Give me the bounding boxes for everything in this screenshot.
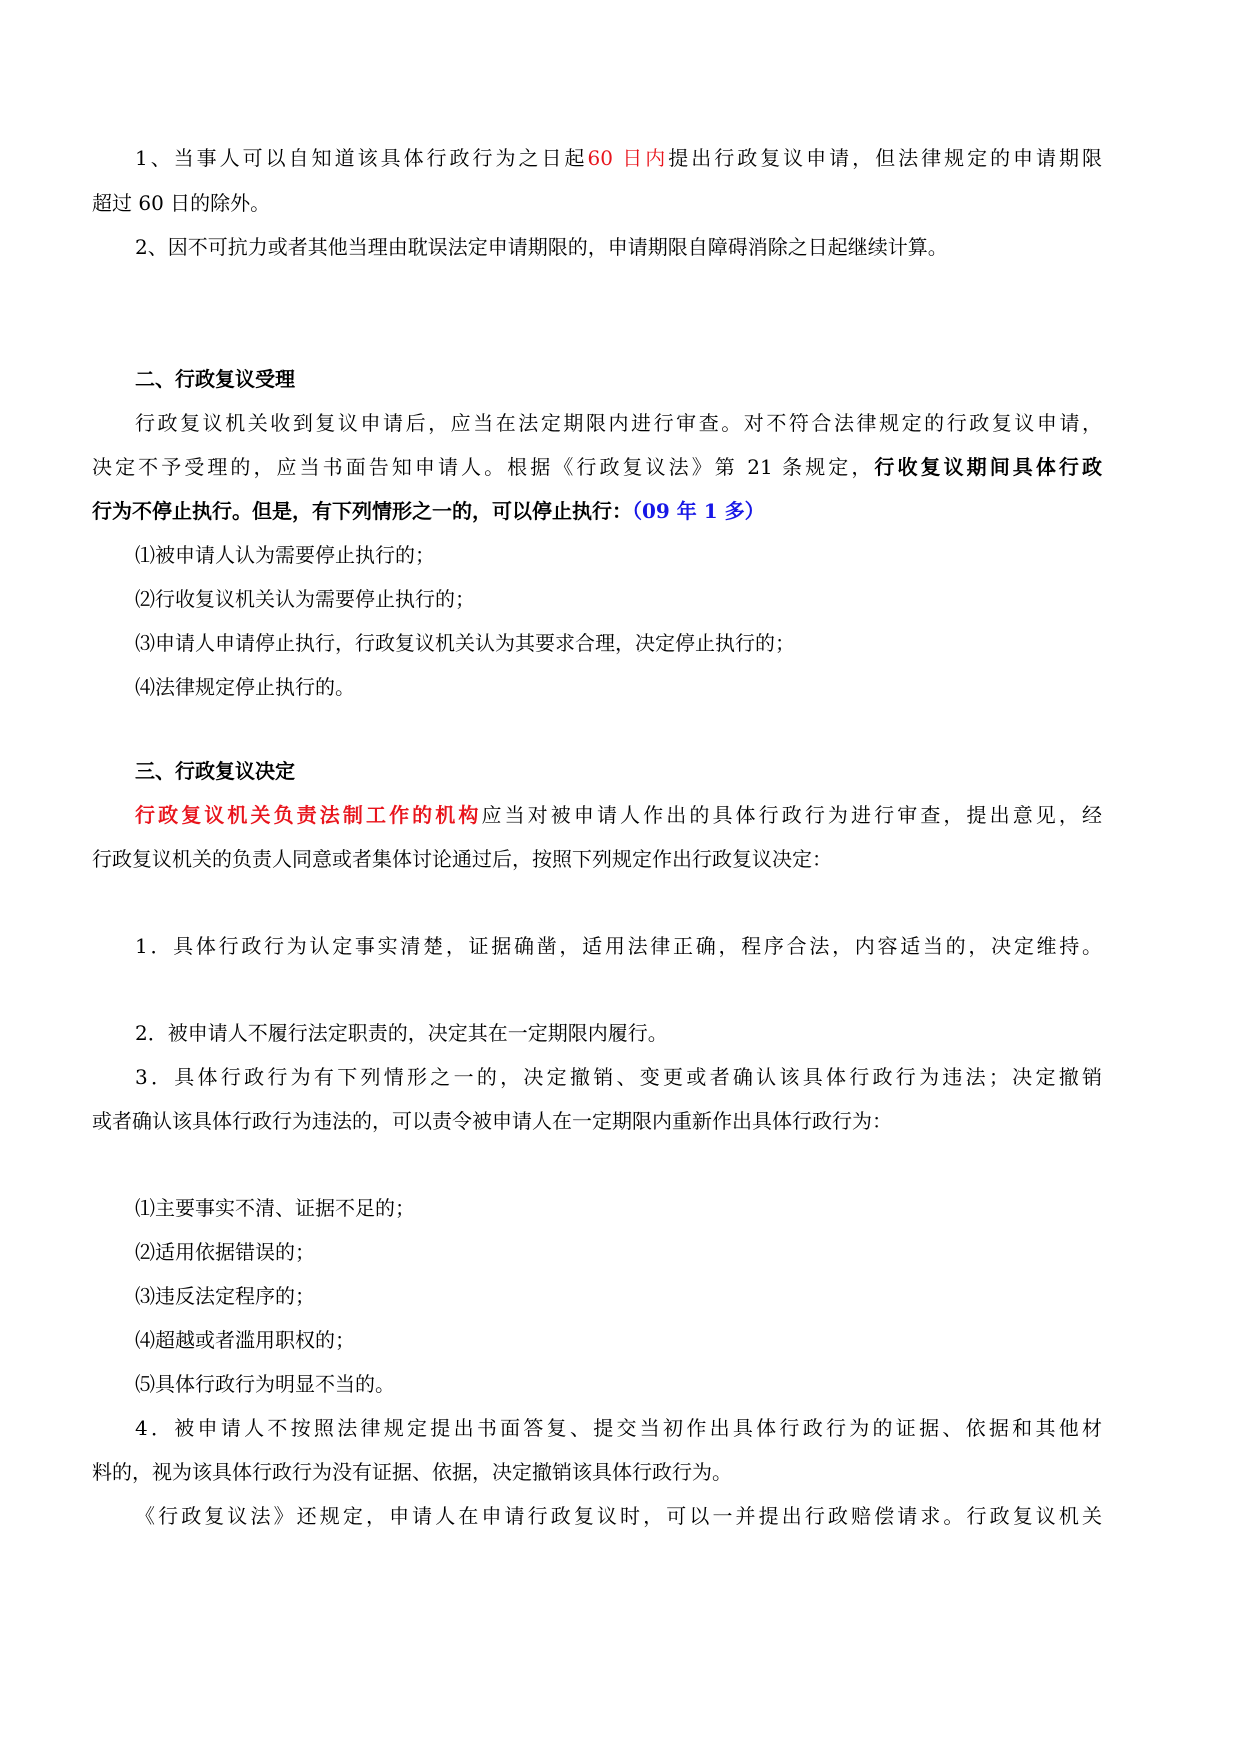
paragraph-line [92, 453, 1102, 481]
paragraph-line: 2．被申请人不履行法定职责的，决定其在一定期限内履行。 [135, 1021, 668, 1045]
paragraph-line: 4．被申请人不按照法律规定提出书面答复、提交当初作出具体行政行为的证据、依据和其他材 [135, 1416, 1102, 1440]
list-item: ⑷超越或者滥用职权的； [135, 1328, 355, 1352]
text-span: 决定不予受理的，应当书面告知申请人。根据《行政复议法》第 21 条规定， [92, 455, 875, 479]
paragraph-line: 《行政复议法》还规定，申请人在申请行政复议时，可以一并提出行政赔偿请求。行政复议机关 [135, 1504, 1102, 1528]
list-item: ⑵适用依据错误的； [135, 1240, 315, 1264]
paragraph-line: 2、因不可抗力或者其他当理由耽误法定申请期限的，申请期限自障碍消除之日起继续计算。 [135, 235, 948, 259]
paragraph-line: 行政复议机关的负责人同意或者集体讨论通过后，按照下列规定作出行政复议决定： [92, 847, 832, 871]
bold-span: 行收复议期间具体行政 [874, 455, 1102, 479]
highlight-red: 行政复议机关负责法制工作的机构 [135, 803, 482, 827]
paragraph-line: 或者确认该具体行政行为违法的，可以责令被申请人在一定期限内重新作出具体行政行为： [92, 1109, 892, 1133]
paragraph-line: 料的，视为该具体行政行为没有证据、依据，决定撤销该具体行政行为。 [92, 1460, 732, 1484]
list-item: ⑶违反法定程序的； [135, 1284, 315, 1308]
paragraph-line: 1．具体行政行为认定事实清楚，证据确凿，适用法律正确，程序合法，内容适当的，决定维持。 [135, 934, 1102, 958]
paragraph-line [135, 144, 1102, 172]
list-item: ⑸具体行政行为明显不当的。 [135, 1372, 395, 1396]
text-span: 应当对被申请人作出的具体行政行为进行审查，提出意见，经 [481, 803, 1103, 827]
list-item: ⑶申请人申请停止执行，行政复议机关认为其要求合理，决定停止执行的； [135, 631, 795, 655]
paragraph-line: 行政复议机关收到复议申请后，应当在法定期限内进行审查。对不符合法律规定的行政复议申请， [135, 411, 1102, 435]
text-span: 1、当事人可以自知道该具体行政行为之日起 [135, 146, 588, 170]
bold-span: 行为不停止执行。但是，有下列情形之一的，可以停止执行： [92, 499, 632, 523]
highlight-red: 60 日内 [587, 146, 669, 170]
section-heading: 三、行政复议决定 [135, 759, 295, 783]
section-heading: 二、行政复议受理 [135, 367, 295, 391]
exam-note: （09 年 1 多） [632, 499, 765, 523]
text-span: 提出行政复议申请，但法律规定的申请期限 [668, 146, 1103, 170]
paragraph-line: 超过 60 日的除外。 [92, 191, 271, 215]
list-item: ⑵行收复议机关认为需要停止执行的； [135, 587, 475, 611]
list-item: ⑴主要事实不清、证据不足的； [135, 1196, 415, 1220]
list-item: ⑷法律规定停止执行的。 [135, 675, 355, 699]
list-item: ⑴被申请人认为需要停止执行的； [135, 543, 435, 567]
paragraph-line: 3．具体行政行为有下列情形之一的，决定撤销、变更或者确认该具体行政行为违法；决定撤销 [135, 1065, 1102, 1089]
paragraph-line [92, 497, 1102, 525]
paragraph-line [135, 801, 1102, 829]
